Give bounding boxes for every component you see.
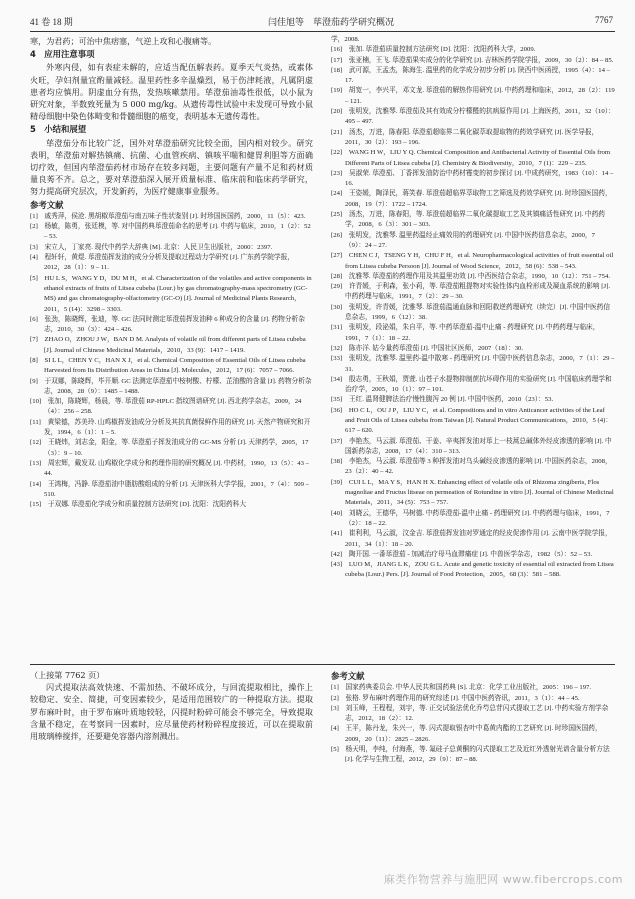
reference-item: [21] 汤杰，万进，陈春阳. 荜澄茄超临界二氧化碳萃取提取物的药效学研究 [J]. 医学导报，2011，30（2）：193 – 196. — [331, 128, 599, 146]
reference-item: [12] 王晓炜，刘志金，阳金，等. 荜澄茄子挥发油成分的 GC-MS 分析 [J]. 天津药学，2005，17（3）：9 – 10. — [30, 439, 309, 457]
header-page-number: 7767 — [595, 15, 613, 25]
reference-item: [14] 王鸿梅，冯静. 荜澄茄油中脂肪酸组成的分析 [J]. 天津医科大学学报，2001，7（4）：509 – 510. — [30, 480, 310, 498]
reference-item: [37] 李艳杰，马云淑. 荜澄茄、干姜、辛夷挥发油对荜上一枝蒿总碱体外经皮渗透的影响 [J]. 中国新药杂志，2008，17（4）：310 – 313. — [331, 437, 612, 455]
reference-item: [31] 张明发，段泌娟，朱自平，等. 中药荜澄茄-温中止痛 - 药理研究 [J]. 中药药理与临床，1991，7（1）：18 – 22. — [331, 324, 600, 342]
reference-item: [8] SI L L，CHEN Y C，HAN X J，et al. Chemical Composition of Essential Oils of Litsea cubeba Harvested from Its Distribution Areas in China [J]. Molecules，2012，17 (6)：7057 – 7066. — [30, 357, 306, 375]
reference-item: [23] 吴淑荣. 荜澄茄、丁香挥发油防治中药材霉变的初步探讨 [J]. 中成药研究，1983（10）：14 – 16. — [331, 169, 614, 188]
reference-item: [2] 杨敏，陈勇，张廷模，等. 对中国药典荜澄茄命名的思考 [J]. 中药与临床，2010，1（2）：52 – 53. — [30, 223, 311, 241]
reference-item: [15] 于双娜. 荜澄茄化学成分和质量控制方法研究 [D]. 沈阳：沈阳药科大 — [30, 501, 247, 509]
reference-item: [13] 周宏辉，戴发双. 山鸡椒化学成分和药理作用的研究概况 [J]. 中药材，1990，13（5）：43 – 44. — [30, 459, 310, 478]
reference-item: [26] 张明发，沈雅琴. 温里药温经止痛效用的药理研究 [J]. 中国中医药信息杂志，2000，7（9）：24 – 27. — [331, 231, 595, 249]
body-paragraph: 荜澄茄分布比较广泛，国外对荜澄茄研究比较全面，国内相对较少。研究表明，荜澄茄对解热镇痛、抗菌、心血管疾病、镇咳平喘和健胃利胆等方面确切疗效，但国内荜澄茄药材市场存在较多问题，主要问题有产量不足和药材质量良莠不齐。总之，要对荜澄茄深入展开质量标准、临床前和临床药学研究，努力提高研究层次，开发新药，为医疗健康事业服务。 — [30, 137, 313, 197]
reference-item: [1] 国家药典委员会. 中华人民共和国药典 [S]. 北京：化学工业出版社，2005：196 – 197. — [331, 684, 592, 692]
reference-list — [30, 212, 313, 511]
bottom-right-column — [331, 669, 615, 766]
reference-item: [34] 殷志勇，王秋娟，贾萱. 山苍子水提物抑制蔗抗坏碍作用的实验研究 [J]. 中国临床药理学和治疗学，2005，10（1）：97 – 101. — [331, 375, 612, 394]
reference-item: [10] 张加，陈晓辉，杨晨，等. 荜澄茄 RP-HPLC 指纹图谱研究 [J]. 西北药学杂志，2009，24（4）：256 – 258. — [30, 398, 302, 416]
reference-item: [1] 戚秀萍，侯沧. 黑胡椒荜澄茄与南五味子性状鉴别 [J]. 时珍国医国药，2000，11（5）：423. — [30, 212, 306, 220]
reference-item: [7] ZHAO O，ZHOU J W，BAN D M. Analysis of volatile oil from different parts of Litsea cubeba [J]. Journal of Chinese Medicinal Materials，2010，33 (9)：1417 – 1419. — [30, 336, 306, 354]
reference-item: [38] 李艳杰，马云淑. 荜澄茄等 3 种挥发油对乌头碱经皮渗透的影响 [J]. 中国医药杂志，2008，23（2）：40 – 42. — [331, 458, 612, 476]
reference-item: [32] 陈亦洋. 姑今量药荜澄茄 [J]. 中国社区医师，2007（18）：30. — [331, 344, 524, 352]
reference-item: [43] LUO M，JIANG L K，ZOU G L. Acute and genetic toxicity of essential oil extracted from Litsea cubeba (Lour.) Pers. [J]. Journal of Food Protection，2005，68 (3)：581 – 588. — [331, 561, 614, 579]
reference-item: [19] 胡宽一，李兴平，邓文龙. 荜澄茄的解热作用研究 [J]. 中药药理和临床，2012，28（2）：119 – 121. — [331, 87, 615, 105]
body-paragraph: 外寒内侵，如有表症未解的，应适当配伍解表药。夏季天气炎热，或素体火旺，孕妇剂量宜酌量减轻。温里药性多辛温燥烈，易于伤津耗液，凡属阴虚患者均应慎用。阴虚血分有热，发热咳嗽禁用。荜澄茄油毒性很低，以小鼠为研究对象，半数致死量为 5 000 mg/kg。从遗传毒性试验中未发现可导致小鼠精母细胞中染色体畸变和骨髓细胞的癌变，表明基本无遗传毒性。 — [30, 62, 313, 122]
reference-item: [40] 刘晓云，王德华，马树德. 中药荜澄茄-温中止痛 - 药理研究 [J]. 中药药理与临床，1991，7（2）：18 – 22. — [331, 509, 610, 527]
watermark: 麻类作物营养与施肥网 www.fibercrops.com — [383, 873, 623, 886]
header-volume: 41 卷 18 期 — [30, 17, 73, 27]
body-paragraph: 闪式提取法高效快速、不需加热、不破坏成分，与回流提取相比，操作上较稳定、安全、简捷，可变因素较少，是适用范围较广的一种提取方法。提取罗布麻叶时，由于罗布麻叶质地较轻，闪提时粉碎可能会不够完全，导致提取含量不稳定，在考察同一因素时，应尽量使药材粉碎程度接近，可以在提取前用玻璃棒搅拌，还要避免容器内溶剂溅出。 — [30, 682, 313, 742]
page-header — [30, 15, 615, 29]
reference-item: [16] 张加. 荜澄茄质量控制方法研究 [D]. 沈阳：沈阳药科大学，2009. — [331, 46, 536, 54]
reference-item: 学，2008. — [331, 36, 360, 43]
reference-list — [331, 683, 615, 765]
header-rule — [30, 31, 615, 32]
reference-item: [35] 王红. 温肾健脾法治疗慢性腹泻 20 例 [J]. 中国中医药，2010（23）：53. — [331, 396, 554, 404]
reference-item: [27] CHEN C J，TSENG Y H，CHU F H，et al. Neuropharmacological activities of fruit essential oil from Litsea cubeba Persoon [J]. Journal of Wood Science，2012，58 (6)：538 – 543. — [331, 252, 614, 270]
reference-item: [2] 张格. 罗布麻叶药理作用的研究综述 [J]. 中国中医药咨讯，2011，3（1）：44 – 45. — [331, 694, 580, 702]
reference-item: [41] 崔利利，马云淑，汶金吉. 荜澄茄挥发油对罗通定的经皮促渗作用 [J]. 云南中医学院学报，2011，34（1）：18 – 20. — [331, 530, 612, 548]
reference-list — [331, 35, 615, 581]
reference-item: [39] CUI L L，MA Y S，HAN H X. Enhancing effect of volatile oils of Rhizoma zingiberis, Flos magnoliae and Fructus litseae on permeation of Rotundine in vitro [J]. Journal of Chinese Medicinal Materials，2011，34 (5)：753 – 757. — [331, 478, 614, 507]
reference-item: [29] 许青媛，于利森，张小莉，等. 荜澄茄粗提物对实验性体内血栓形成及凝血系统的影响 [J]. 中药药理与临床，1991，7（2）：29 – 30. — [331, 283, 611, 301]
reference-item: [24] 王姿媛，陶泽民，蒋笑春. 荜澄茄超临界萃取物工艺筛选及药效学研究 [J]. 时珍国医国药，2008，19（7）：1722 – 1724. — [331, 190, 612, 208]
reference-item: [25] 汤杰，万进，陈春阳，等. 荜澄茄超临界二氧化碳提取工艺及其镇痛活性研究 [J]. 中药药学，2008，6（3）：301 – 303. — [331, 211, 605, 229]
reference-item: [5] 杨天明，李纯，付海燕，等. 氟硅子总黄酮的闪式提取工艺及近红外透射光谱含量分析方法 [J]. 化学与生物工程，2012，29（9）：87 – 88. — [331, 745, 610, 764]
bottom-left-column — [30, 669, 313, 742]
reference-item: [18] 武可源，王孟杰，陈海生. 温里药的化学成分初步分析 [J]. 陕西中医函授，1995（4）：14 – 17. — [331, 66, 611, 85]
left-column — [30, 35, 313, 510]
header-title: 闫佳旭等 荜澄茄药学研究概况 — [268, 17, 395, 27]
reference-item: [3] 刘玉峰，王程程，刘宇，等. 正交试验法优化乔芍总苷闪式提取工艺 [J]. 中药实验方剂学杂志，2012，18（2）：12. — [331, 704, 609, 723]
section-divider — [30, 664, 615, 665]
reference-item: [42] 陶开国. 一番荜澄茄 - 加减治疗母马血滞痛症 [J]. 中兽医学杂志，1982（5）：52 – 53. — [331, 550, 593, 558]
reference-item: [33] 张明发，沈雅琴. 温里药-温中散寒 - 药理研究 [J]. 中国中医药信息杂志，2000，7（1）：29 – 31. — [331, 355, 615, 373]
section-heading: 5 小结和展望 — [30, 124, 87, 135]
references-heading: 参考文献 — [30, 199, 64, 210]
reference-item: [4] 王平，陈丹龙，朱兴一，等. 闪式提取银杏叶中葛黄内酯的工艺研究 [J]. 时珍国医国药，2009，20（11）：2825 – 2826. — [331, 725, 602, 743]
reference-item: [9] 于双娜，陈晓辉，毕开顺. GC 法测定荜澄茄中桉树酸、柠檬、芷油酸的含量 [J]. 药物分析杂志，2008，28（9）：1485 – 1488. — [30, 377, 312, 395]
continuation-note: （上接第 7762 页） — [30, 670, 105, 680]
reference-item: [3] 宋立人，丁家亮. 现代中药学大辞典 [M]. 北京：人民卫生出版社，2000：2397. — [30, 243, 273, 251]
reference-item: [20] 张明发，沈雅琴. 荜澄茄及其有效成分柠檬醛的抗病原作用 [J]. 上海医药，2011，32（10）：495 – 497. — [331, 108, 615, 126]
lead-paragraph: 寒，为君药；可治中焦痞塞，气逆上攻和心腹痛等。 — [30, 36, 217, 46]
reference-item: [17] 张亚楠，王飞. 荜澄茄果实成分的化学研究 [J]. 吉林医药学院学报，2009，30（2）：84 – 85. — [331, 56, 614, 64]
reference-item: [4] 程轩轩，黄煜. 荜澄茄挥发油的成分分析及提取过程动力学研究 [J]. 广东药学院学报，2012，28（1）：9 – 11. — [30, 254, 294, 272]
right-column — [331, 35, 615, 581]
references-heading: 参考文献 — [331, 671, 365, 681]
section-heading: 4 应用注意事项 — [30, 49, 95, 60]
reference-item: [6] 张劲，陈晓辉，张迪，等. GC 法同时测定荜澄茄挥发油种 6 种成分的含量 [J]. 药物分析杂志，2010，30（3）：424 – 426. — [30, 315, 305, 334]
reference-item: [11] 黄梁德，苏美玲. 山鸡椒挥发油成分分析及其抗真菌保鲜作用的研究 [J]. 天然产物研究和开发，1994，6（1）：1 – 5. — [30, 418, 311, 437]
reference-item: [22] WANG H W，LIU Y Q. Chemical Composition and Antibacterial Activity of Essential Oils from Different Parts of Litsea cubeba [J]. Chemistry & Biodiversity，2010，7 (1)：229 – 235. — [331, 149, 611, 167]
reference-item: [36] HO C L，OU J P，LIU Y C，et al. Compositions and in vitro Anticancer activities of the Leaf and Fruit Oils of Litsea cubeba from Taiwan [J]. Natural Product Communications，2010，5 (4)：617 – 620. — [331, 406, 613, 435]
reference-item: [5] HU L S，WANG Y D，DU M H，et al. Characterization of the volatiles and active components in ethanol extracts of fruits of Litsea cubeba (Lour.) by gas chromatography-mass spectrometry (GC-MS) and gas chromatography-olfactometry (GC-O) [J]. Journal of Medicinal Plants Research，2011，5 (14)：3298 – 3303. — [30, 274, 312, 313]
reference-item: [30] 张明发，许青媛，沈雅琴. 荜澄茄温通血脉和回阳救逆药理研究（续完）[J]. 中国中医药信息杂志，1999，6（12）：38. — [331, 303, 611, 322]
reference-item: [28] 沈雅琴. 荜澄茄的药理作用及其温里功效 [J]. 中西医结合杂志，1990，10（12）：751 – 754. — [331, 272, 611, 280]
